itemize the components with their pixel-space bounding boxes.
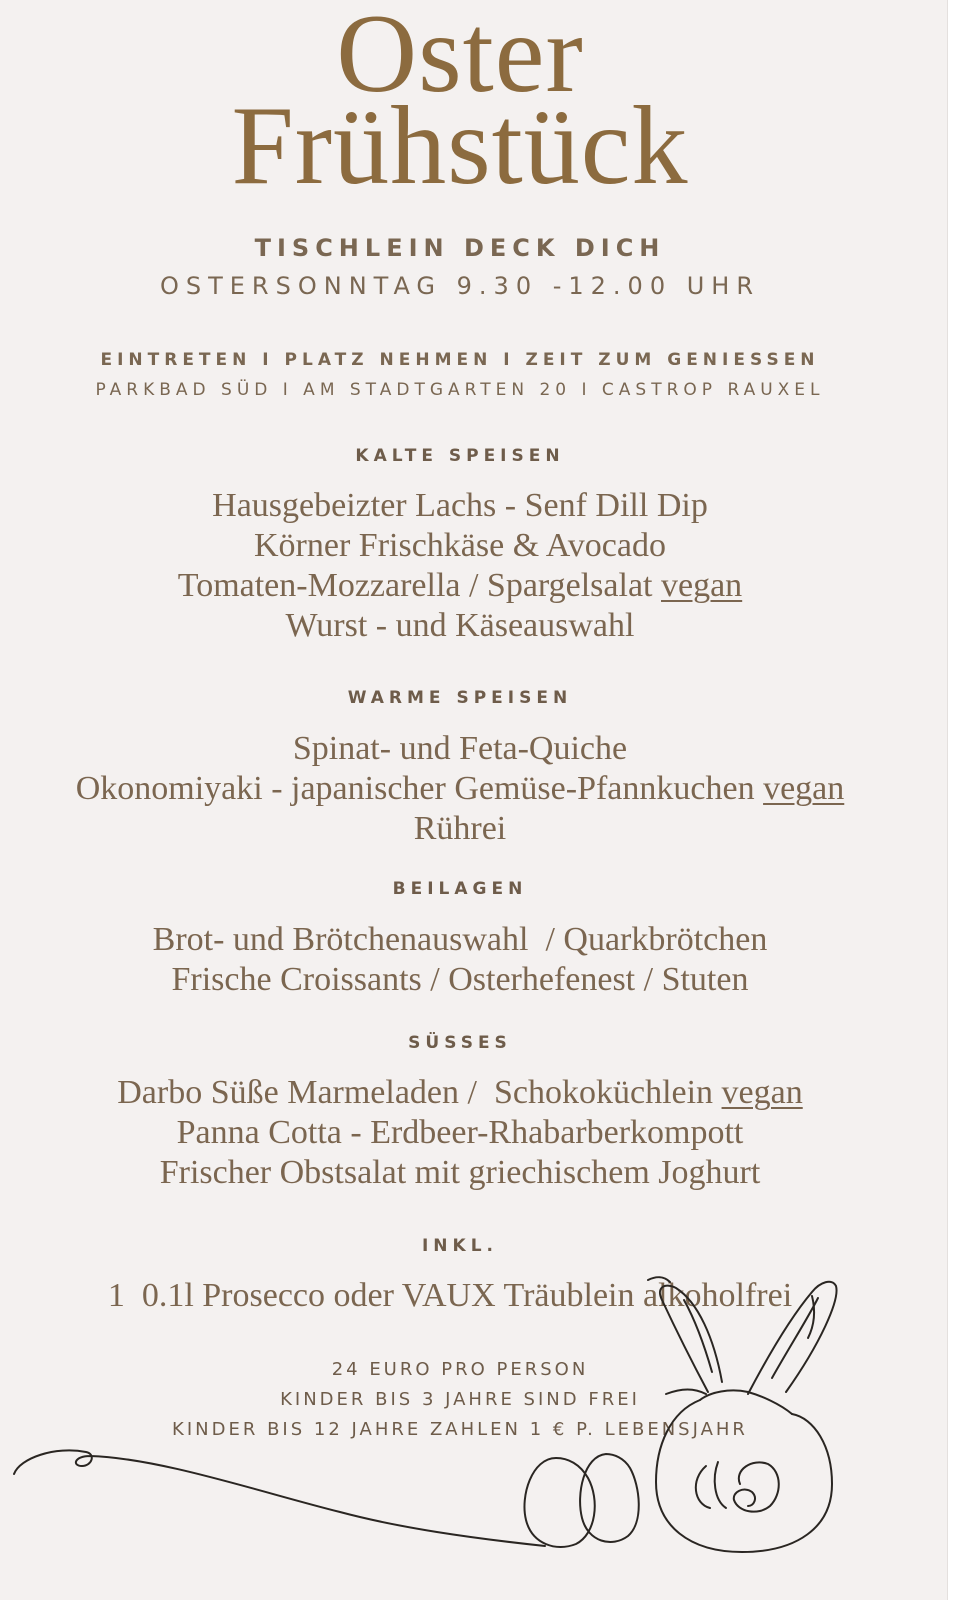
section-heading-inkl: INKL. bbox=[421, 1236, 499, 1256]
menu-item-text: Okonomiyaki - japanischer Gemüse-Pfannkuchen bbox=[75, 770, 755, 807]
menu-item: Hausgebeizter Lachs - Senf Dill Dip bbox=[212, 487, 708, 524]
vegan-label: vegan bbox=[763, 770, 845, 807]
price-line: KINDER BIS 3 JAHRE SIND FREI bbox=[280, 1389, 640, 1410]
menu-item: Frischer Obstsalat mit griechischem Joghurt bbox=[159, 1154, 761, 1191]
event-date: OSTERSONNTAG 9.30 -12.00 UHR bbox=[159, 272, 761, 300]
section-heading-suesses: SÜSSES bbox=[408, 1033, 512, 1053]
menu-item: Wurst - und Käseauswahl bbox=[285, 607, 635, 644]
menu-item: Rührei bbox=[413, 810, 507, 847]
motto: EINTRETEN I PLATZ NEHMEN I ZEIT ZUM GENIESSEN bbox=[100, 350, 820, 370]
section-heading-beilagen: BEILAGEN bbox=[392, 879, 528, 899]
title-line-2: Frühstück bbox=[231, 84, 689, 208]
menu-item: Spinat- und Feta-Quiche bbox=[292, 730, 628, 767]
section-heading-warme-speisen: WARME SPEISEN bbox=[347, 688, 573, 708]
swirl-line-icon bbox=[14, 1450, 545, 1546]
menu-item: Brot- und Brötchenauswahl / Quarkbrötchen bbox=[152, 921, 768, 958]
vegan-label: vegan bbox=[721, 1074, 803, 1111]
menu-item: Panna Cotta - Erdbeer-Rhabarberkompott bbox=[176, 1114, 744, 1151]
subtitle: TISCHLEIN DECK DICH bbox=[254, 234, 666, 262]
menu-item: 1 0.1l Prosecco oder VAUX Träublein alkoholfrei bbox=[107, 1277, 793, 1314]
title-line-1: Oster bbox=[336, 0, 584, 116]
menu-item: Frische Croissants / Osterhefenest / Stuten bbox=[171, 961, 749, 998]
right-page-edge bbox=[947, 0, 964, 1600]
address: PARKBAD SÜD I AM STADTGARTEN 20 I CASTROP RAUXEL bbox=[95, 380, 825, 400]
menu-item-text: Darbo Süße Marmeladen / Schokoküchlein bbox=[117, 1074, 714, 1111]
menu-item-text: Tomaten-Mozzarella / Spargelsalat bbox=[177, 567, 653, 604]
menu-item: Körner Frischkäse & Avocado bbox=[254, 527, 666, 564]
section-heading-kalte-speisen: KALTE SPEISEN bbox=[355, 446, 565, 466]
vegan-label: vegan bbox=[661, 567, 743, 604]
bunny-icon bbox=[648, 1277, 837, 1552]
price-line: KINDER BIS 12 JAHRE ZAHLEN 1 € P. LEBENSJAHR bbox=[172, 1419, 748, 1440]
price-line: 24 EURO PRO PERSON bbox=[331, 1359, 589, 1380]
easter-eggs-icon bbox=[524, 1454, 638, 1547]
